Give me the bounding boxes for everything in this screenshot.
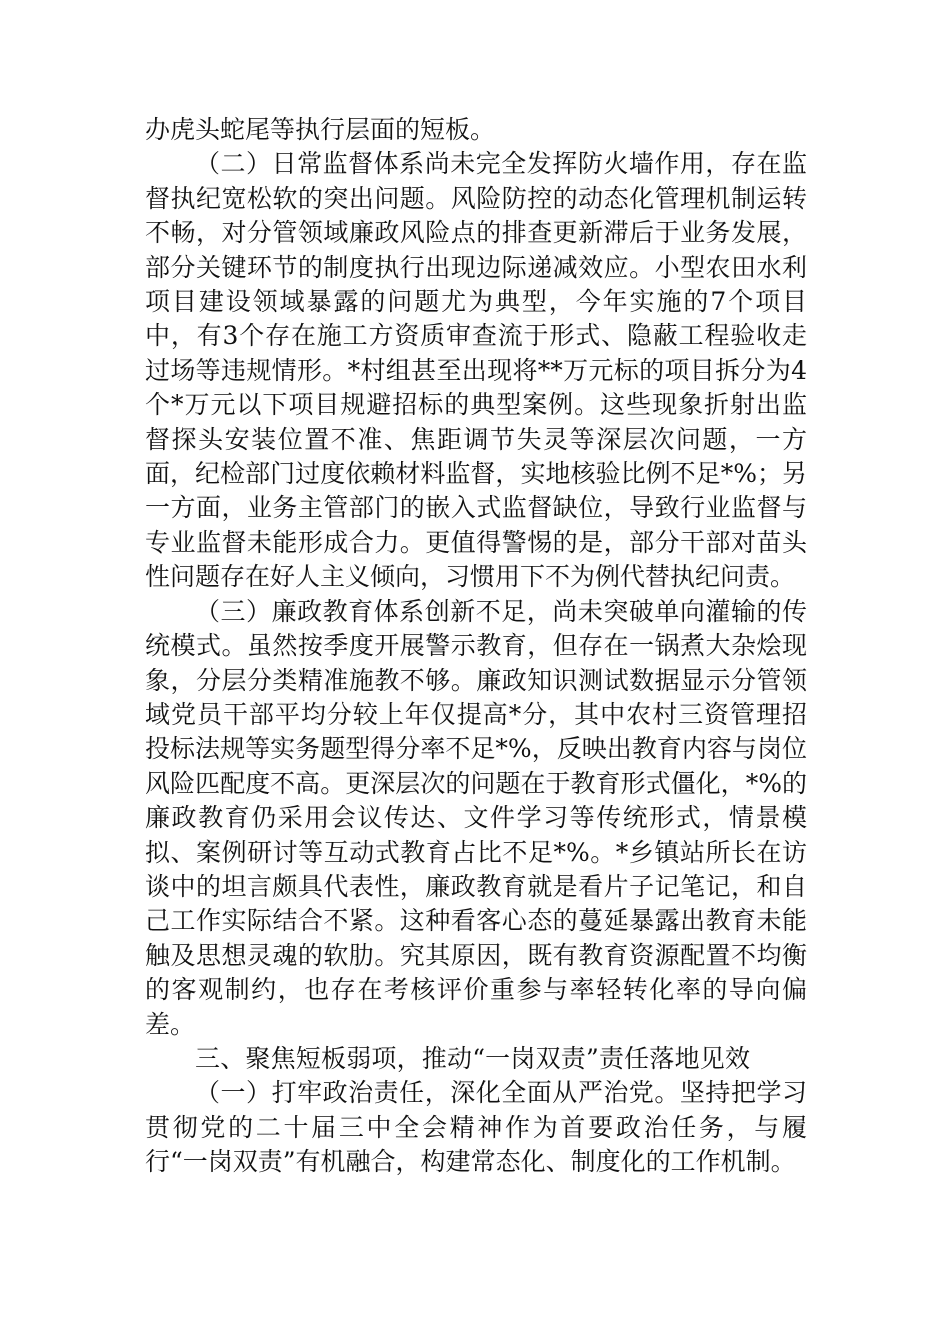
section-heading-three: 三、聚焦短板弱项，推动“一岗双责”责任落地见效: [195, 1043, 751, 1073]
paragraph-section-three: （三）廉政教育体系创新不足，尚未突破单向灌输的传统模式。虽然按季度开展警示教育，但存在一锅煮大杂烩现象，分层分类精准施教不够。廉政知识测试数据显示分管领域党员干部平均分较上年仅提高*分，其中农村三资管理招投标法规等实务题型得分率不足*%，反映出教育内容与岗位风险匹配度不高。更深层次的问题在于教育形式僵化，*%的廉政教育仍采用会议传达、文件学习等传统形式，情景模拟、案例研讨等互动式教育占比不足*%。*乡镇站所长在访谈中的坦言颇具代表性，廉政教育就是看片子记笔记，和自己工作实际结合不紧。这种看客心态的蔓延暴露出教育未能触及思想灵魂的软肋。究其原因，既有教育资源配置不均衡的客观制约，也存在考核评价重参与率轻转化率的导向偏差。: [145, 596, 807, 1039]
paragraph-section-two: （二）日常监督体系尚未完全发挥防火墙作用，存在监督执纪宽松软的突出问题。风险防控的动态化管理机制运转不畅，对分管领域廉政风险点的排查更新滞后于业务发展，部分关键环节的制度执行出现边际递减效应。小型农田水利项目建设领域暴露的问题尤为典型，今年实施的7个项目中，有3个存在施工方资质审查流于形式、隐蔽工程验收走过场等违规情形。*村组甚至出现将**万元标的项目拆分为4个*万元以下项目规避招标的典型案例。这些现象折射出监督探头安装位置不准、焦距调节失灵等深层次问题，一方面，纪检部门过度依赖材料监督，实地核验比例不足*%；另一方面，业务主管部门的嵌入式监督缺位，导致行业监督与专业监督未能形成合力。更值得警惕的是，部分干部对苗头性问题存在好人主义倾向，习惯用下不为例代替执纪问责。: [145, 149, 807, 592]
document-body: [145, 113, 807, 1180]
paragraph-subsection-one: （一）打牢政治责任，深化全面从严治党。坚持把学习贯彻党的二十届三中全会精神作为首要政治任务，与履行“一岗双责”有机融合，构建常态化、制度化的工作机制。: [145, 1078, 807, 1177]
paragraph-continuation: 办虎头蛇尾等执行层面的短板。: [145, 115, 496, 144]
